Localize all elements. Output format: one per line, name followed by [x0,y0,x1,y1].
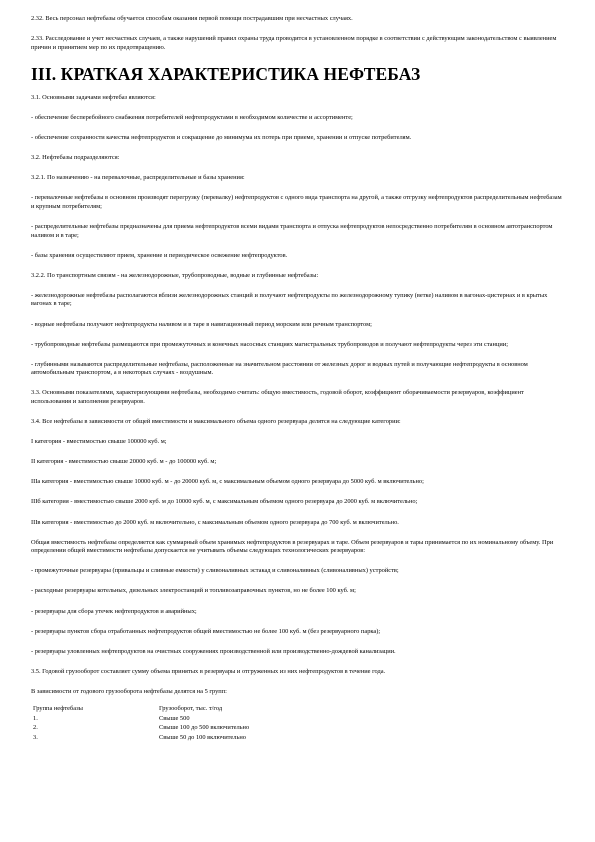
paragraph: 3.4. Все нефтебазы в зависимости от общей вместимости и максимального объема одного резервуара делятся на следующие категории: [31,418,401,426]
groups-table-header [33,704,249,714]
main-section [31,94,565,697]
paragraph: - распределительные нефтебазы предназначены для приема нефтепродуктов всеми видами транспорта и отпуска нефтепродуктов непосредственно потребителям в основном автотранспортом наливом и в таре; [31,222,553,239]
section-heading: III. КРАТКАЯ ХАРАКТЕРИСТИКА НЕФТЕБАЗ [31,63,421,84]
paragraph: - промежуточные резервуары (привальцы и сливные емкости) у сливоналивных эстакад и сливоналивных (сливоналивных) устройств; [31,567,399,575]
group-number-cell: 1. [33,714,38,722]
paragraph: 2.32. Весь персонал нефтебазы обучается способам оказания первой помощи пострадавшим при несчастных случаях. [31,15,353,22]
paragraph: IIIб категория - вместимостью свыше 2000 куб. м до 10000 куб. м, с максимальным объемом одного резервуара до 2000 куб. м включительно; [31,498,418,506]
paragraph: I категория - вместимостью свыше 100000 куб. м; [31,438,167,446]
turnover-cell: Свыше 500 [159,714,190,722]
groups-table [33,704,249,742]
turnover-cell: Свыше 50 до 100 включительно [159,733,246,741]
paragraph: 3.2. Нефтебазы подразделяются: [31,154,120,162]
paragraph: - обеспечение сохранности качества нефтепродуктов и сокращение до минимума их потерь при приеме, хранении и отпуске потребителям. [31,133,412,141]
header-group: Группа нефтебазы [33,704,83,712]
paragraph: - резервуары пунктов сбора отработанных нефтепродуктов общей вместимостью не более 100 куб. м (без резервуарного парка); [31,627,381,635]
paragraph: - глубинными называются распределительные нефтебазы, расположенные на значительном расстоянии от железных дорог и водных путей и получающие нефтепродукты в основном автомобильным транспортом, а в некоторых случаях - воздушным. [31,360,528,377]
top-section [31,15,565,52]
table-row [33,714,249,724]
paragraph: 3.5. Годовой грузооборот составляет сумму объема принятых в резервуары и отгруженных из них нефтепродуктов в течение года. [31,667,386,675]
paragraph: 3.2.2. По транспортным связям - на железнодорожные, трубопроводные, водные и глубинные нефтебазы: [31,271,319,279]
paragraph: - расходные резервуары котельных, дизельных электростанций и топливозаправочных пунктов, но не более 100 куб. м; [31,587,356,595]
paragraph: IIIв категория - вместимостью до 2000 куб. м включительно, с максимальным объемом одного резервуара до 700 куб. м включительно. [31,518,399,526]
paragraph: - перевалочные нефтебазы в основном производят перегрузку (перевалку) нефтепродуктов с одного вида транспорта на другой, а также отгрузку нефтепродуктов распределительным нефтебазам и крупным потребителям; [31,194,562,210]
paragraph: - резервуары для сбора утечек нефтепродуктов и аварийных; [31,607,197,615]
header-turnover: Грузооборот, тыс. т/год [159,704,223,712]
paragraph: В зависимости от годового грузооборота нефтебазы делятся на 5 групп: [31,687,227,695]
paragraph: - трубопроводные нефтебазы размещаются при промежуточных и конечных насосных станциях магистральных трубопроводов и получают нефтепродукты через эти станции; [31,340,508,348]
paragraph: - резервуары уловленных нефтепродуктов на очистных сооружениях производственной или производственно-дождевой канализации. [31,647,396,655]
paragraph: - обеспечение бесперебойного снабжения потребителей нефтепродуктами в необходимом количестве и ассортименте; [31,113,353,121]
turnover-cell: Свыше 100 до 500 включительно [159,724,250,732]
paragraph: - водные нефтебазы получают нефтепродукты наливом и в таре в навигационный период морским или речным транспортом; [31,320,372,328]
paragraph: 3.3. Основными показателями, характеризующими нефтебазы, необходимо считать: общую вместимость, годовой оборот, коэффициент оборачиваемости резервуаров, коэффициент использования и заполнения резервуаров. [31,389,524,405]
paragraph: 2.33. Расследование и учет несчастных случаев, а также нарушений правил охраны труда проводится в установленном порядке в соответствии с действующим законодательством с выявлением причин и принятием мер по их предотвращению. [31,35,557,51]
paragraph: - железнодорожные нефтебазы располагаются вблизи железнодорожных станций и получают нефтепродукты по железнодорожному тупику (ветке) наливом в вагонах-цистернах и в крытых вагонах в таре; [31,291,548,308]
paragraph: 3.1. Основными задачами нефтебаз являются: [31,93,156,101]
group-number-cell: 2. [33,724,38,732]
paragraph: II категория - вместимостью свыше 20000 куб. м - до 100000 куб. м; [31,458,217,466]
paragraph: - базы хранения осуществляют прием, хранение и периодическое освежение нефтепродуктов. [31,251,288,259]
paragraph: 3.2.1. По назначению - на перевалочные, распределительные и базы хранения: [31,174,245,182]
group-number-cell: 3. [33,733,38,741]
table-row [33,733,249,743]
paragraph: IIIа категория - вместимостью свыше 10000 куб. м - до 20000 куб. м, с максимальным объемом одного резервуара до 5000 куб. м включительно; [31,478,424,486]
paragraph: Общая вместимость нефтебазы определяется как суммарный объем хранимых нефтепродуктов в резервуарах и таре. Объем резервуаров и тары принимается по их номинальному объему. При определении общей вместимости нефтебазы допускается не учитывать объемы следующих технологических резервуаров: [31,538,554,555]
table-row [33,723,249,733]
